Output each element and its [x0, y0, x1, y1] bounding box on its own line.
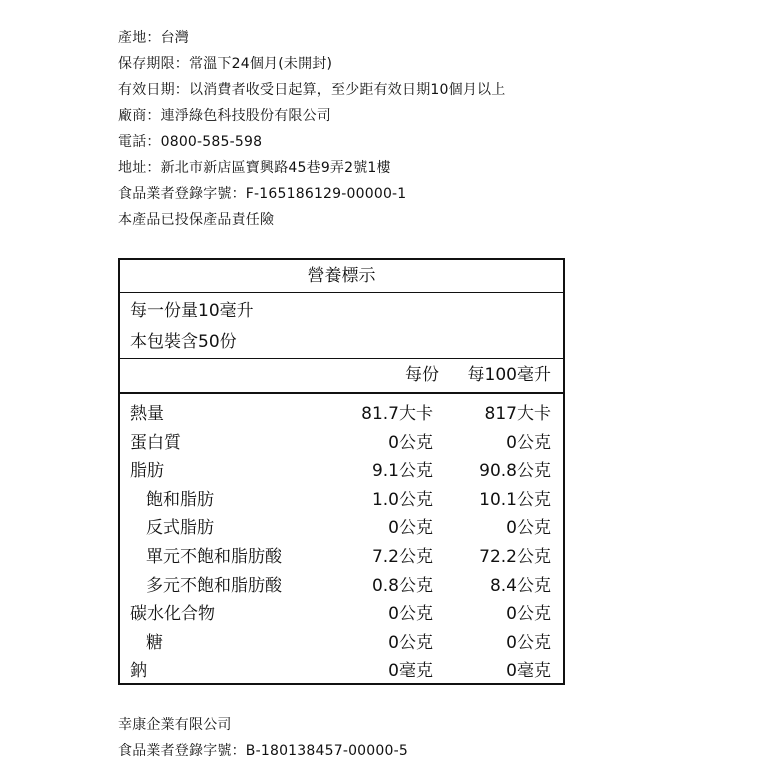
nutrient-name: 單元不飽和脂肪酸: [146, 546, 282, 567]
nutrient-name: 多元不飽和脂肪酸: [146, 575, 282, 596]
nutrient-name: 反式脂肪: [146, 518, 214, 539]
nutrient-row: [120, 457, 563, 486]
nutrient-name: 蛋白質: [130, 432, 181, 453]
nutrient-row: [120, 486, 563, 515]
nutrient-row: [120, 514, 563, 543]
nutrition-rows: [120, 394, 563, 686]
nutrient-per-serving: 0公克: [388, 432, 433, 453]
nutrient-per-serving: 81.7大卡: [361, 404, 433, 424]
info-manufacturer: 廠商：連淨綠色科技股份有限公司: [118, 108, 331, 124]
servings-per-package: 本包裝含50份: [130, 332, 237, 352]
nutrient-per-serving: 0公克: [388, 604, 433, 625]
nutrient-per-serving: 1.0公克: [371, 489, 433, 510]
info-phone: 電話：0800-585-598: [118, 134, 263, 150]
column-per-serving: 每份: [405, 365, 439, 385]
nutrient-per-100ml: 817大卡: [484, 404, 551, 424]
nutrient-name: 熱量: [130, 404, 164, 424]
nutrient-per-serving: 0公克: [388, 632, 433, 653]
nutrition-column-header: [120, 358, 563, 394]
nutrient-name: 碳水化合物: [130, 604, 215, 625]
nutrient-row: [120, 543, 563, 572]
nutrient-per-100ml: 10.1公克: [479, 489, 551, 510]
nutrient-name: 脂肪: [130, 461, 164, 482]
nutrition-title: 營養標示: [120, 260, 563, 293]
info-address: 地址：新北市新店區寶興路45巷9弄2號1樓: [118, 160, 391, 176]
nutrient-per-100ml: 0毫克: [506, 661, 551, 682]
distributor-info: [118, 712, 718, 764]
info-registration: 食品業者登錄字號：F-165186129-00000-1: [118, 186, 407, 202]
nutrient-per-serving: 0.8公克: [371, 575, 433, 596]
nutrient-per-serving: 7.2公克: [371, 546, 433, 567]
nutrient-per-100ml: 0公克: [506, 632, 551, 653]
nutrient-per-serving: 0公克: [388, 518, 433, 539]
distributor-registration: 食品業者登錄字號：B-180138457-00000-5: [118, 743, 408, 759]
nutrition-facts-panel: [118, 258, 565, 685]
nutrient-row: [120, 600, 563, 629]
nutrient-row: [120, 629, 563, 658]
nutrient-per-serving: 9.1公克: [371, 461, 433, 482]
column-per-100ml: 每100毫升: [467, 365, 551, 385]
product-info: [118, 25, 718, 233]
info-insurance: 本產品已投保產品責任險: [118, 212, 275, 228]
nutrient-name: 飽和脂肪: [146, 489, 214, 510]
info-expiry: 有效日期：以消費者收受日起算，至少距有效日期10個月以上: [118, 82, 506, 98]
nutrient-row: [120, 400, 563, 429]
nutrient-per-100ml: 8.4公克: [489, 575, 551, 596]
serving-size: 每一份量10毫升: [130, 301, 254, 321]
distributor-name: 幸康企業有限公司: [118, 717, 232, 733]
nutrient-row: [120, 429, 563, 458]
nutrient-per-serving: 0毫克: [388, 661, 433, 682]
nutrient-per-100ml: 0公克: [506, 518, 551, 539]
nutrient-per-100ml: 0公克: [506, 604, 551, 625]
nutrient-per-100ml: 72.2公克: [479, 546, 551, 567]
info-shelf-life: 保存期限：常溫下24個月(未開封): [118, 56, 333, 72]
nutrient-per-100ml: 90.8公克: [479, 461, 551, 482]
info-origin: 產地：台灣: [118, 30, 189, 46]
nutrient-name: 糖: [146, 632, 163, 653]
nutrient-name: 鈉: [130, 661, 147, 682]
nutrient-per-100ml: 0公克: [506, 432, 551, 453]
nutrient-row: [120, 657, 563, 686]
nutrient-row: [120, 572, 563, 601]
